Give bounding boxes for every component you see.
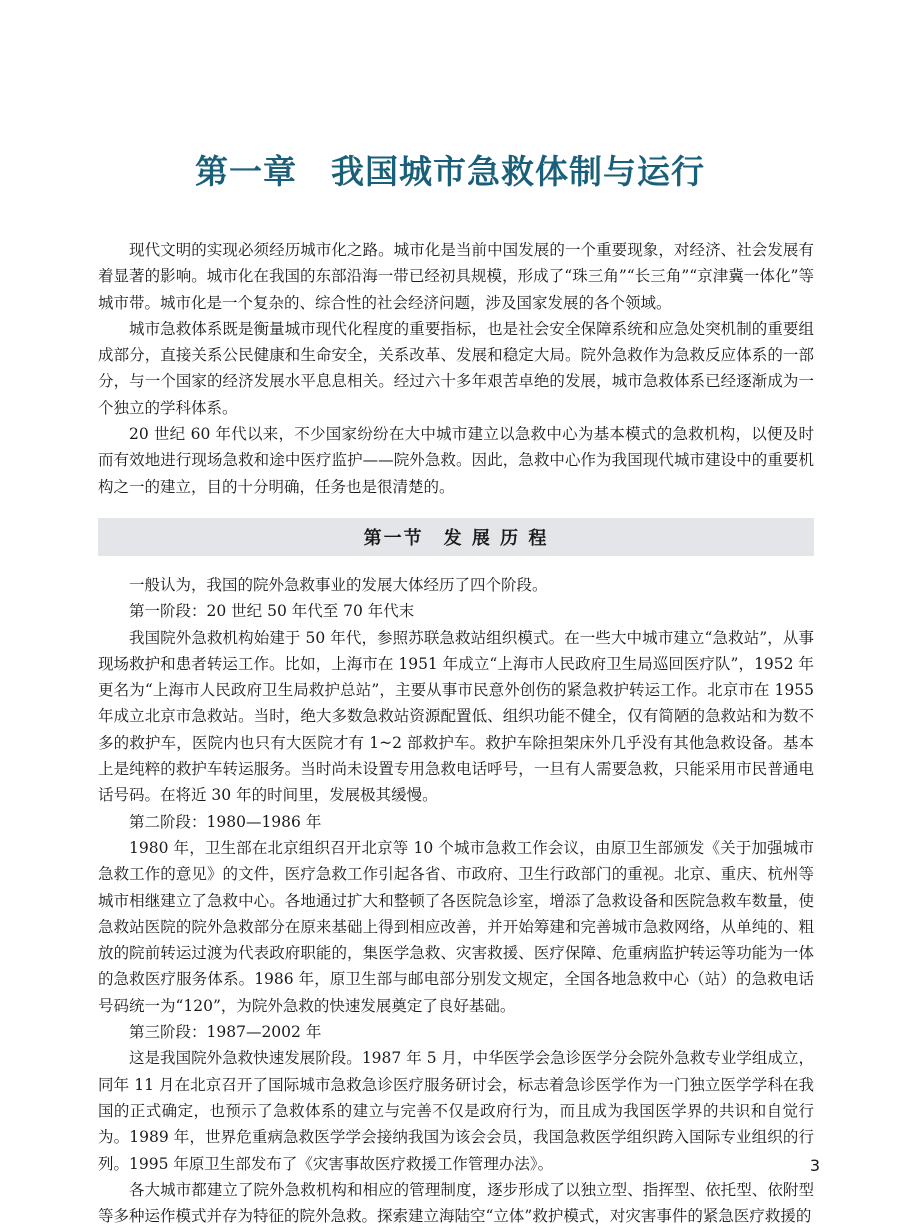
body-paragraph: 我国院外急救机构始建于 50 年代，参照苏联急救站组织模式。在一些大中城市建立“急救站”，从事现场救护和患者转运工作。比如，上海市在 1951 年成立“上海市人民政府卫生局巡回医疗队”，1952 年更名为“上海市人民政府卫生局救护总站”，主要从事市民意外创伤的紧急救护转运工作。北京市在 1955 年成立北京市急救站。当时，绝大多数急救站资源配置低、组织功能不健全，仅有简陋的急救站和为数不多的救护车，医院内也只有大医院才有 1~2 部救护车。救护车除担架床外几乎没有其他急救设备。基本上是纯粹的救护车转运服务。当时尚未设置专用急救电话呼号，一旦有人需要急救，只能采用市民普通电话号码。在将近 30 年的时间里，发展极其缓慢。 (98, 628, 814, 805)
section-title: 第一节 发 展 历 程 (363, 527, 549, 549)
body-paragraph: 这是我国院外急救快速发展阶段。1987 年 5 月，中华医学会急诊医学分会院外急救专业学组成立，同年 11 月在北京召开了国际城市急救急诊医疗服务研讨会，标志着急诊医学作为一门独立医学学科在我国的正式确定，也预示了急救体系的建立与完善不仅是政府行为，而且成为我国医学界的共识和自觉行为。1989 年，世界危重病急救医学学会接纳我国为该会会员，我国急救医学组织跨入国际专业组织的行列。1995 年原卫生部发布了《灾害事故医疗救援工作管理办法》。 (98, 1049, 814, 1173)
intro-paragraph: 现代文明的实现必须经历城市化之路。城市化是当前中国发展的一个重要现象，对经济、社会发展有着显著的影响。城市化在我国的东部沿海一带已经初具规模，形成了“珠三角”“长三角”“京津冀一体化”等城市带。城市化是一个复杂的、综合性的社会经济问题，涉及国家发展的各个领域。 (98, 241, 814, 312)
intro-paragraph: 城市急救体系既是衡量城市现代化程度的重要指标，也是社会安全保障系统和应急处突机制的重要组成部分，直接关系公民健康和生命安全，关系改革、发展和稳定大局。院外急救作为急救反应体系的一部分，与一个国家的经济发展水平息息相关。经过六十多年艰苦卓绝的发展，城市急救体系已经逐渐成为一个独立的学科体系。 (98, 319, 814, 417)
page-body (98, 237, 814, 1229)
intro (98, 237, 814, 500)
body-paragraph: 各大城市都建立了院外急救机构和相应的管理制度，逐步形成了以独立型、指挥型、依托型、依附型等多种运作模式并存为特征的院外急救。探索建立海陆空“立体”救护模式，对灾害事件的紧急医疗救援的 (98, 1180, 814, 1226)
intro-paragraph: 20 世纪 60 年代以来，不少国家纷纷在大中城市建立以急救中心为基本模式的急救机构，以便及时而有效地进行现场急救和途中医疗监护——院外急救。因此，急救中心作为我国现代城市建设中的重要机构之一的建立，目的十分明确，任务也是很清楚的。 (98, 425, 814, 496)
body-paragraph: 一般认为，我国的院外急救事业的发展大体经历了四个阶段。 (129, 575, 548, 594)
stage-heading: 第二阶段：1980—1986 年 (129, 812, 322, 831)
body-paragraph: 1980 年，卫生部在北京组织召开北京等 10 个城市急救工作会议，由原卫生部颁发《关于加强城市急救工作的意见》的文件，医疗急救工作引起各省、市政府、卫生行政部门的重视。北京、重庆、杭州等城市相继建立了急救中心。各地通过扩大和整顿了各医院急诊室，增添了急救设备和医院急救车数量，使急救站医院的院外急救部分在原来基础上得到相应改善，并开始筹建和完善城市急救网络，从单纯的、粗放的院前转运过渡为代表政府职能的，集医学急救、灾害救援、医疗保障、危重病监护转运等功能为一体的急救医疗服务体系。1986 年，原卫生部与邮电部分别发文规定，全国各地急救中心（站）的急救电话号码统一为“120”，为院外急救的快速发展奠定了良好基础。 (98, 838, 814, 1015)
stage-heading: 第三阶段：1987—2002 年 (129, 1023, 322, 1042)
section-body (98, 572, 814, 1229)
stage-heading: 第一阶段：20 世纪 50 年代至 70 年代末 (129, 602, 415, 621)
page-number: 3 (809, 1156, 820, 1175)
chapter-title: 第一章 我国城市急救体制与运行 (195, 152, 705, 191)
section-header-bar (98, 518, 814, 556)
